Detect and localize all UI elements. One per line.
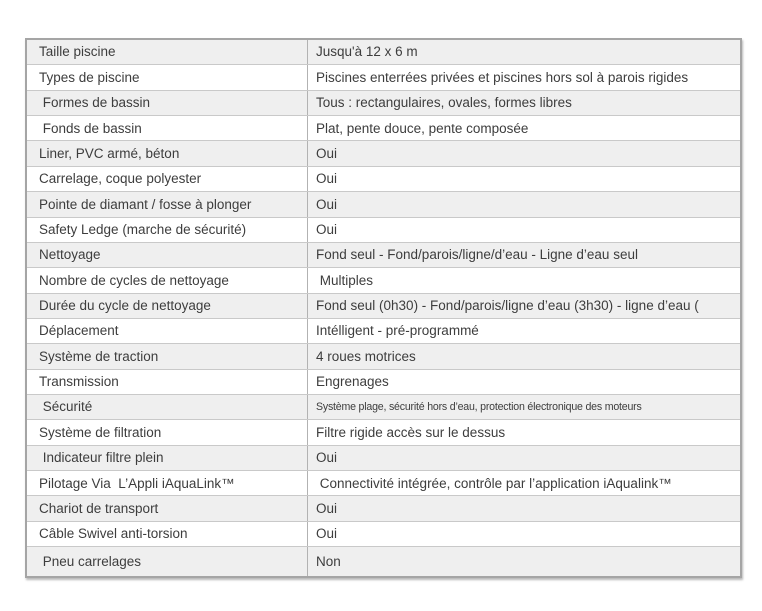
table-row: [27, 140, 740, 165]
table-row: [27, 191, 740, 216]
spec-label-cell: Durée du cycle de nettoyage: [27, 294, 308, 318]
spec-value-cell: Oui: [316, 500, 338, 516]
spec-label-cell: Liner, PVC armé, béton: [27, 141, 308, 165]
spec-value-cell: Engrenages: [316, 374, 389, 390]
spec-value-cell: Fond seul - Fond/parois/ligne/d’eau - Ligne d’eau seul: [316, 247, 638, 263]
spec-label-cell: Formes de bassin: [27, 91, 308, 115]
spec-value-cell: Oui: [316, 171, 338, 187]
spec-value-cell: Plat, pente douce, pente composée: [316, 120, 529, 136]
spec-label-cell: Chariot de transport: [27, 496, 308, 520]
spec-label-cell: Pneu carrelages: [27, 547, 308, 576]
spec-label-cell: Transmission: [27, 370, 308, 394]
table-row: [27, 90, 740, 115]
spec-value-cell: Tous : rectangulaires, ovales, formes libres: [316, 95, 572, 111]
spec-label-cell: Safety Ledge (marche de sécurité): [27, 218, 308, 242]
table-row: [27, 293, 740, 318]
spec-label-cell: Sécurité: [27, 395, 308, 419]
spec-table: [25, 38, 742, 578]
spec-value-cell: Filtre rigide accès sur le dessus: [316, 424, 506, 440]
table-row: [27, 369, 740, 394]
spec-value-cell: Piscines enterrées privées et piscines hors sol à parois rigides: [316, 69, 689, 85]
spec-value-cell: Jusqu'à 12 x 6 m: [316, 44, 418, 60]
spec-label-cell: Types de piscine: [27, 65, 308, 89]
table-row: [27, 166, 740, 191]
spec-value-cell: Oui: [316, 196, 338, 212]
table-row: [27, 267, 740, 292]
spec-value-cell: Oui: [316, 145, 338, 161]
spec-label-cell: Fonds de bassin: [27, 116, 308, 140]
table-row: [27, 318, 740, 343]
table-row: [27, 470, 740, 495]
spec-value-cell: Système plage, sécurité hors d’eau, protection électronique des moteurs: [316, 400, 642, 413]
spec-value-cell: Non: [316, 553, 341, 569]
table-row: [27, 394, 740, 419]
table-row: [27, 521, 740, 546]
spec-label-cell: Carrelage, coque polyester: [27, 167, 308, 191]
spec-value-cell: Oui: [316, 450, 338, 466]
spec-label-cell: Câble Swivel anti-torsion: [27, 522, 308, 546]
spec-value-cell: Connectivité intégrée, contrôle par l’application iAqualink™: [316, 475, 672, 491]
spec-label-cell: Nettoyage: [27, 243, 308, 267]
table-row: [27, 495, 740, 520]
table-row: [27, 546, 740, 576]
spec-label-cell: Pointe de diamant / fosse à plonger: [27, 192, 308, 216]
table-row: [27, 64, 740, 89]
spec-label-cell: Taille piscine: [27, 40, 308, 64]
spec-value-cell: 4 roues motrices: [316, 348, 416, 364]
spec-value-cell: Oui: [316, 221, 338, 237]
spec-label-cell: Système de traction: [27, 344, 308, 368]
spec-label-cell: Indicateur filtre plein: [27, 446, 308, 470]
spec-label-cell: Pilotage Via L’Appli iAquaLink™: [27, 471, 308, 495]
spec-label-cell: Système de filtration: [27, 420, 308, 444]
spec-value-cell: Fond seul (0h30) - Fond/parois/ligne d’eau (3h30) - ligne d’eau (: [316, 298, 699, 314]
table-row: [27, 445, 740, 470]
spec-value-cell: Oui: [316, 526, 338, 542]
table-row: [27, 343, 740, 368]
table-row: [27, 40, 740, 64]
table-row: [27, 242, 740, 267]
spec-label-cell: Déplacement: [27, 319, 308, 343]
spec-label-cell: Nombre de cycles de nettoyage: [27, 268, 308, 292]
spec-value-cell: Multiples: [316, 272, 374, 288]
spec-value-cell: Intélligent - pré-programmé: [316, 323, 479, 339]
table-row: [27, 217, 740, 242]
table-row: [27, 115, 740, 140]
table-row: [27, 419, 740, 444]
